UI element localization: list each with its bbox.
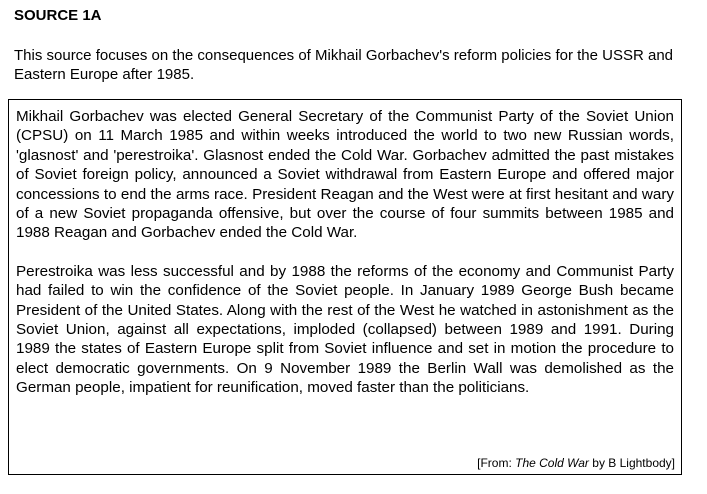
citation-title: The Cold War [515,456,589,470]
source-heading: SOURCE 1A [14,7,102,24]
citation-prefix: [From: [477,456,516,470]
source-citation [477,456,675,470]
source-extract-box [8,99,682,475]
citation-suffix: by B Lightbody] [588,456,675,470]
source-intro: This source focuses on the consequences of Mikhail Gorbachev's reform policies for the USSR and Eastern Europe after 1985. [14,47,674,83]
source-paragraph-2: Perestroika was less successful and by 1988 the reforms of the economy and Communist Party had failed to win the confidence of the Soviet people. In January 1989 George Bush became President of the United States. Along with the rest of the West he watched in astonishment as the Soviet Union, against all expectations, imploded (collapsed) between 1989 and 1991. During 1989 the states of Eastern Europe split from Soviet influence and set in motion the procedure to elect democratic governments. On 9 November 1989 the Berlin Wall was demolished as the German people, impatient for reunification, moved faster than the politicians. [16,262,674,397]
source-paragraph-1: Mikhail Gorbachev was elected General Secretary of the Communist Party of the Soviet Union (CPSU) on 11 March 1985 and within weeks introduced the world to two new Russian words, 'glasnost' and 'perestroika'. Glasnost ended the Cold War. Gorbachev admitted the past mistakes of Soviet foreign policy, announced a Soviet withdrawal from Eastern Europe and offered major concessions to end the arms race. President Reagan and the West were at first hesitant and wary of a new Soviet propaganda offensive, but over the course of four summits between 1985 and 1988 Reagan and Gorbachev ended the Cold War. [16,108,674,242]
